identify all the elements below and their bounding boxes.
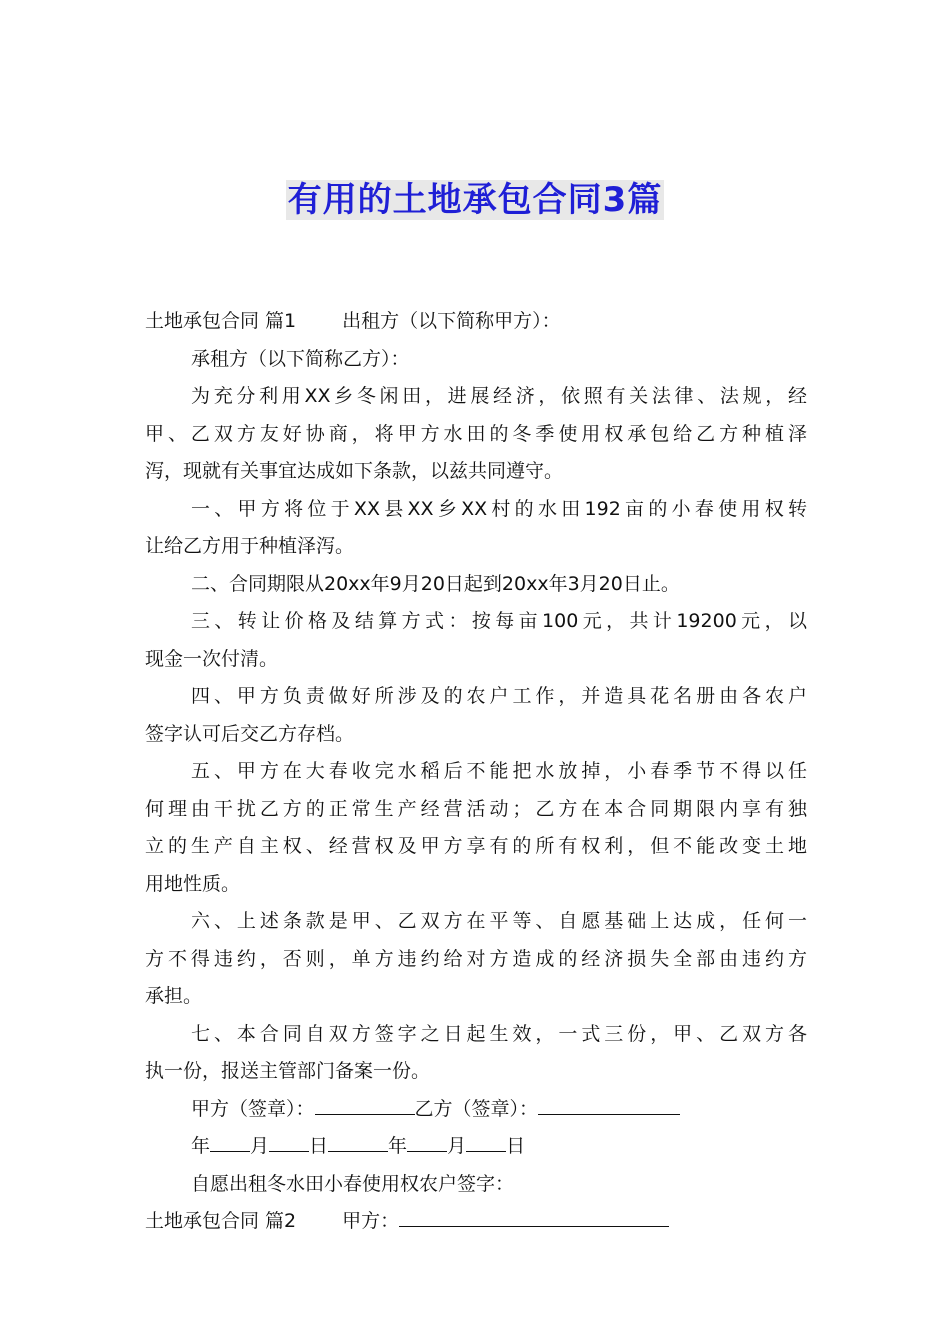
paragraph-line: 四、甲方负责做好所涉及的农户工作，并造具花名册由各农户: [191, 685, 807, 707]
paragraph-line: 何理由干扰乙方的正常生产经营活动；乙方在本合同期限内享有独: [145, 797, 807, 820]
paragraph-intro: [145, 378, 807, 491]
clause-6: [145, 903, 807, 1016]
section1-heading: 土地承包合同 篇1: [145, 310, 297, 332]
month-blank[interactable]: [210, 1129, 250, 1152]
paragraph-line: 泻，现就有关事宜达成如下条款，以兹共同遵守。: [145, 460, 564, 482]
paragraph-line: 用地性质。: [145, 872, 241, 895]
section1-heading-line: [145, 303, 807, 341]
clause-5: [145, 753, 807, 903]
date-line: [145, 1128, 807, 1166]
paragraph-line: 签字认可后交乙方存档。: [145, 722, 355, 745]
party-a-blank[interactable]: [399, 1204, 669, 1227]
party-b-seal-blank[interactable]: [538, 1092, 680, 1115]
paragraph-line: 执一份，报送主管部门备案一份。: [145, 1060, 431, 1082]
year-blank-2[interactable]: [328, 1129, 388, 1152]
party-b-seal-label: 乙方（签章）：: [414, 1097, 539, 1120]
day-label: 日: [309, 1135, 329, 1157]
signature-line: [145, 1091, 807, 1129]
document-title: [0, 176, 950, 224]
document-body: [145, 303, 807, 1241]
paragraph-line: 让给乙方用于种植泽泻。: [145, 535, 355, 557]
year-label-2: 年: [388, 1135, 408, 1157]
clause-2: [145, 566, 807, 604]
month-label-2: 月: [447, 1135, 467, 1157]
clause-1: [145, 491, 807, 566]
paragraph-line: 三、转让价格及结算方式：按每亩100元，共计19200元，以: [191, 610, 807, 632]
year-label: 年: [191, 1135, 211, 1157]
paragraph-line: 承担。: [145, 985, 203, 1007]
section2-heading-line: [145, 1203, 807, 1241]
lessee-label: 承租方（以下简称乙方）：: [191, 347, 410, 370]
day-blank[interactable]: [269, 1129, 309, 1152]
paragraph-line: 立的生产自主权、经营权及甲方享有的所有权利，但不能改变土地: [145, 835, 807, 857]
paragraph-line: 为充分利用XX乡冬闲田，进展经济，依照有关法律、法规，经: [191, 385, 807, 407]
month-label: 月: [250, 1135, 270, 1157]
day-blank-2[interactable]: [466, 1129, 506, 1152]
clause-7: [145, 1016, 807, 1091]
paragraph-line: 甲、乙双方友好协商，将甲方水田的冬季使用权承包给乙方种植泽: [145, 422, 807, 445]
paragraph-line: 方不得违约，否则，单方违约给对方造成的经济损失全部由违约方: [145, 947, 807, 970]
clause-4: [145, 678, 807, 753]
paragraph-line: 现金一次付清。: [145, 647, 279, 670]
month-blank-2[interactable]: [407, 1129, 447, 1152]
party-a-seal-label: 甲方（签章）：: [191, 1097, 315, 1120]
party-a-label: 甲方：: [342, 1210, 400, 1232]
paragraph-line: 一、甲方将位于XX县XX乡XX村的水田192亩的小春使用权转: [191, 497, 807, 520]
lessor-label: 出租方（以下简称甲方）：: [342, 310, 561, 332]
farmer-signature-label: 自愿出租冬水田小春使用权农户签字：: [191, 1172, 515, 1195]
document-title-text: 有用的土地承包合同3篇: [287, 180, 663, 220]
paragraph-line: 七、本合同自双方签字之日起生效，一式三份，甲、乙双方各: [191, 1022, 807, 1045]
section2-heading: 土地承包合同 篇2: [145, 1210, 297, 1232]
clause-3: [145, 603, 807, 678]
day-label-2: 日: [506, 1135, 526, 1157]
paragraph-line: 五、甲方在大春收完水稻后不能把水放掉，小春季节不得以任: [191, 760, 807, 782]
party-a-seal-blank[interactable]: [315, 1092, 415, 1115]
paragraph-line: 六、上述条款是甲、乙双方在平等、自愿基础上达成，任何一: [191, 910, 807, 932]
paragraph-line: 二、合同期限从20xx年9月20日起到20xx年3月20日止。: [191, 572, 680, 595]
